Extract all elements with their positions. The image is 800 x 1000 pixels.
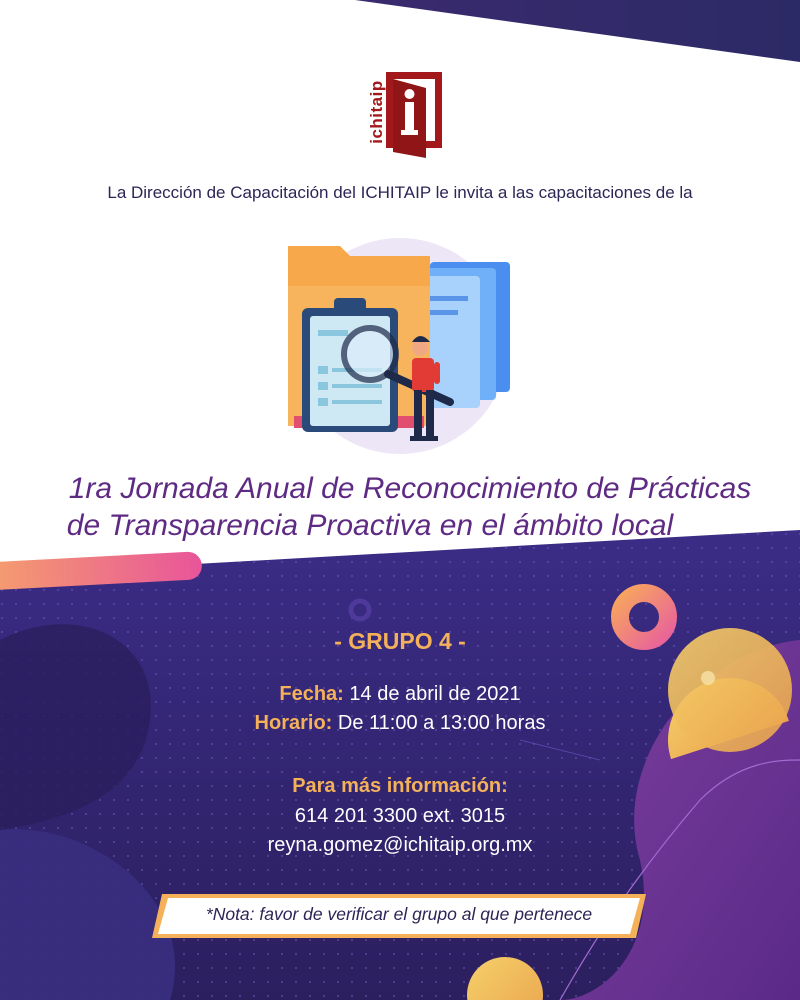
contact-phone: 614 201 3300 ext. 3015 (294, 805, 506, 827)
event-title (40, 470, 780, 544)
date-label: Fecha: (279, 683, 344, 705)
event-title-line1: 1ra Jornada Anual de Reconocimiento de Prácticas (68, 472, 752, 505)
contact-email[interactable]: reyna.gomez@ichitaip.org.mx (267, 834, 533, 856)
time-line (0, 712, 800, 735)
group-label: - GRUPO 4 - (334, 628, 466, 654)
logo-wordmark: ichitaip (367, 80, 386, 144)
contact-heading: Para más información: (292, 775, 508, 797)
clipboard-magnifier-illustration-icon (280, 226, 520, 456)
event-title-line2: de Transparencia Proactiva en el ámbito local (66, 509, 674, 542)
date-value: 14 de abril de 2021 (349, 683, 521, 705)
time-value: De 11:00 a 13:00 horas (337, 712, 546, 734)
note-text: *Nota: favor de verificar el grupo al que pertenece (205, 904, 593, 924)
intro-text: La Dirección de Capacitación del ICHITAIP le invita a las capacitaciones de la (107, 183, 693, 202)
time-label: Horario: (254, 712, 333, 734)
date-line (0, 683, 800, 706)
